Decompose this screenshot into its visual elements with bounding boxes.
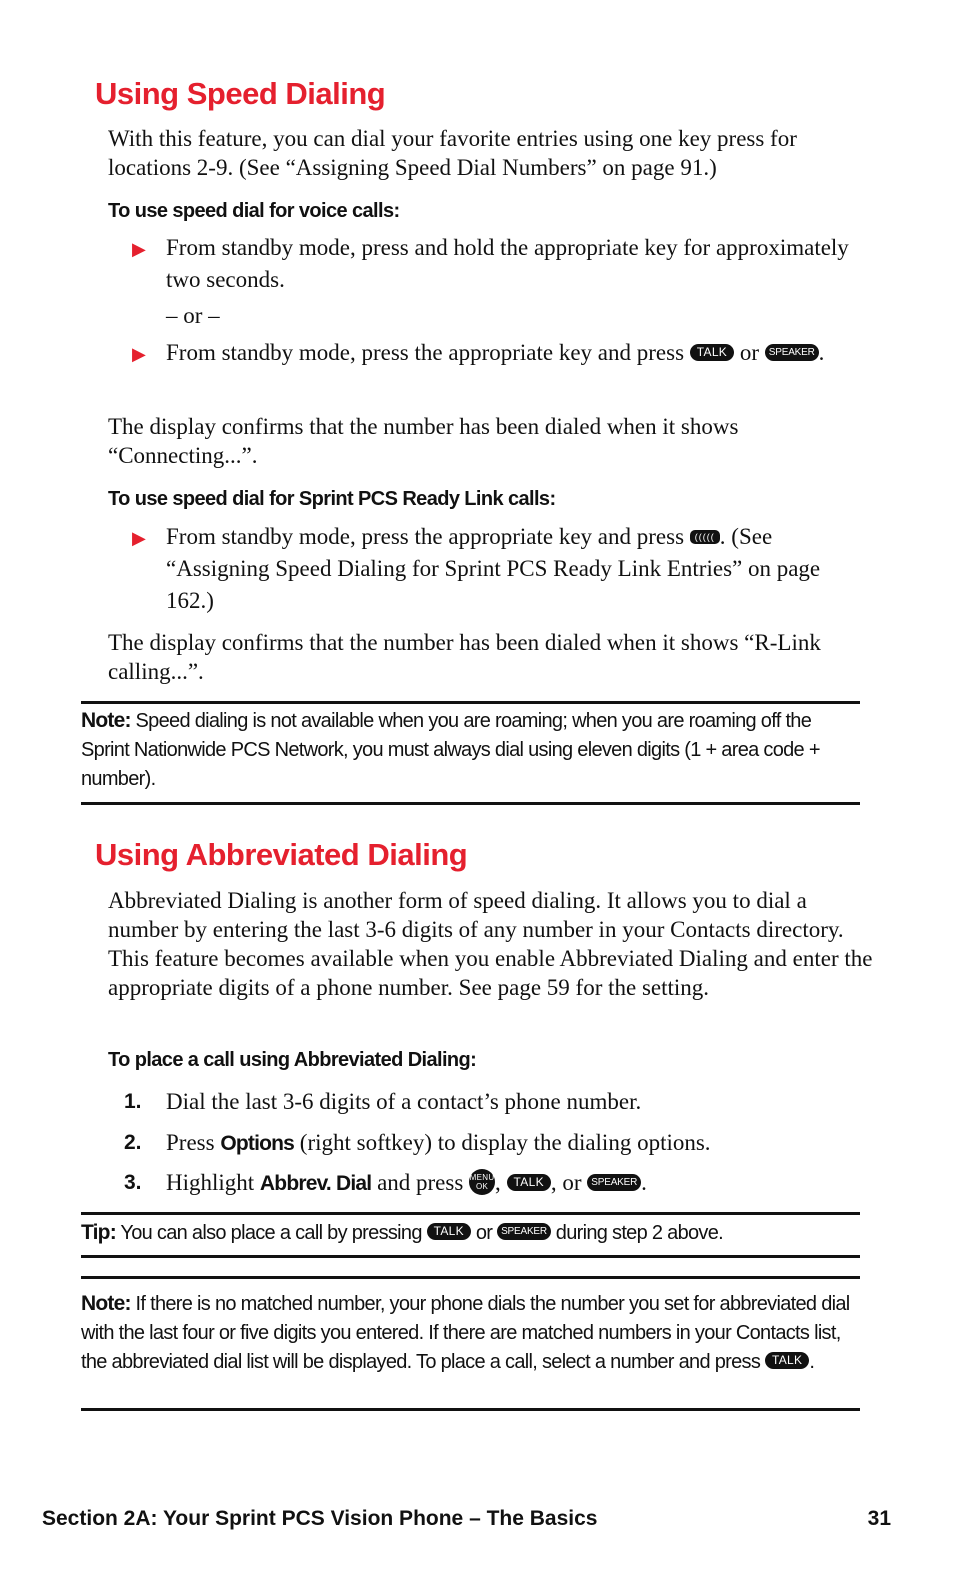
tip-box <box>81 1218 860 1248</box>
divider <box>81 701 860 704</box>
talk-key-icon: TALK <box>507 1174 551 1191</box>
options-softkey-label: Options <box>220 1132 295 1155</box>
page-footer <box>42 1507 891 1531</box>
step-text-suffix: (right softkey) to display the dialing options. <box>299 1130 711 1155</box>
speaker-key-icon: SPEAKER <box>765 344 819 361</box>
note-text: Speed dialing is not available when you are roaming; when you are roaming off the Sprint Nationwide PCS Network, you must always dial using eleven digits (1 + area code + number). <box>81 710 820 790</box>
bullet-text: From standby mode, press the appropriate key and press <box>166 524 685 549</box>
section-title-abbreviated-dialing: Using Abbreviated Dialing <box>95 837 468 872</box>
speed-dial-intro: With this feature, you can dial your favorite entries using one key press for locations 2-9. (See “Assigning Speed Dial Numbers” on page 91.) <box>108 126 797 180</box>
triangle-right-icon: ▶ <box>132 239 146 260</box>
confirm-rlink-calling: The display confirms that the number has been dialed when it shows “R-Link calling...”. <box>108 630 821 684</box>
divider <box>81 1255 860 1258</box>
note-roaming <box>81 706 860 794</box>
menu-key-top: MENU <box>469 1172 495 1182</box>
step-2 <box>124 1128 866 1159</box>
page-number: 31 <box>867 1507 891 1530</box>
step-3 <box>124 1168 866 1199</box>
note-end: . <box>809 1351 815 1373</box>
bullet-press-talk <box>132 337 866 369</box>
speaker-key-icon: SPEAKER <box>587 1174 641 1191</box>
footer-section: Section 2A: Your Sprint PCS Vision Phone – The Basics <box>42 1507 598 1530</box>
step-text: Dial the last 3-6 digits of a contact’s phone number. <box>166 1089 642 1114</box>
menu-key-bottom: OK <box>475 1181 489 1191</box>
abbreviated-intro: Abbreviated Dialing is another form of speed dialing. It allows you to dial a number by entering the last 3-6 digits of any number in your Contacts directory. This feature becomes available when you enable Abbreviated Dialing and enter the appropriate digits of a phone number. See page 59 for the setting. <box>108 888 873 1000</box>
talk-key-icon: TALK <box>765 1352 809 1369</box>
divider <box>81 802 860 805</box>
tip-text: You can also place a call by pressing <box>120 1222 422 1244</box>
bullet-ready-link <box>132 521 866 617</box>
step-number: 2. <box>124 1131 142 1154</box>
step-number: 3. <box>124 1171 142 1194</box>
step-comma: , <box>495 1170 501 1195</box>
step-or: , or <box>550 1170 582 1195</box>
divider <box>81 1408 860 1411</box>
voice-calls-heading: To use speed dial for voice calls: <box>108 200 400 222</box>
step-end: . <box>641 1170 647 1195</box>
or-separator: – or – <box>166 303 220 328</box>
tip-text-suffix: during step 2 above. <box>555 1222 724 1244</box>
divider <box>81 1276 860 1279</box>
confirm-connecting: The display confirms that the number has been dialed when it shows “Connecting...”. <box>108 414 739 468</box>
note-label: Note: <box>81 1292 131 1315</box>
steps-heading: To place a call using Abbreviated Dialing: <box>108 1049 477 1071</box>
tip-label: Tip: <box>81 1221 116 1244</box>
ready-link-heading: To use speed dial for Sprint PCS Ready Link calls: <box>108 488 556 510</box>
bullet-text-suffix: . (See “Assigning Speed Dialing for Sprint PCS Ready Link Entries” on page 162.) <box>166 524 821 613</box>
talk-key-icon: TALK <box>690 344 734 361</box>
divider <box>81 1212 860 1215</box>
step-1 <box>124 1087 866 1117</box>
tip-or: or <box>475 1222 493 1244</box>
talk-key-icon: TALK <box>427 1223 471 1240</box>
step-text: Press <box>166 1130 215 1155</box>
bullet-text: From standby mode, press the appropriate key and press <box>166 340 685 365</box>
step-text-mid: and press <box>377 1170 464 1195</box>
step-text: Highlight <box>166 1170 255 1195</box>
note-text: If there is no matched number, your phone dials the number you set for abbreviated dial with the last four or five digits you entered. If there are matched numbers in your Contacts list, the abbreviated dial list will be displayed. To place a call, select a number and press <box>81 1293 850 1373</box>
triangle-right-icon: ▶ <box>132 344 146 365</box>
ready-link-key-icon: ((((( <box>690 530 720 544</box>
bullet-text: From standby mode, press and hold the appropriate key for approximately two seconds. <box>166 235 849 292</box>
abbrev-dial-label: Abbrev. Dial <box>259 1172 372 1195</box>
section-title-speed-dialing: Using Speed Dialing <box>95 76 386 111</box>
bullet-or: or <box>739 340 760 365</box>
bullet-hold-key <box>132 232 866 296</box>
triangle-right-icon: ▶ <box>132 528 146 549</box>
speaker-key-icon: SPEAKER <box>497 1223 551 1240</box>
step-number: 1. <box>124 1090 142 1113</box>
note-abbreviated <box>81 1289 860 1377</box>
note-label: Note: <box>81 709 131 732</box>
bullet-end: . <box>818 340 825 365</box>
menu-ok-key-icon <box>469 1169 495 1195</box>
